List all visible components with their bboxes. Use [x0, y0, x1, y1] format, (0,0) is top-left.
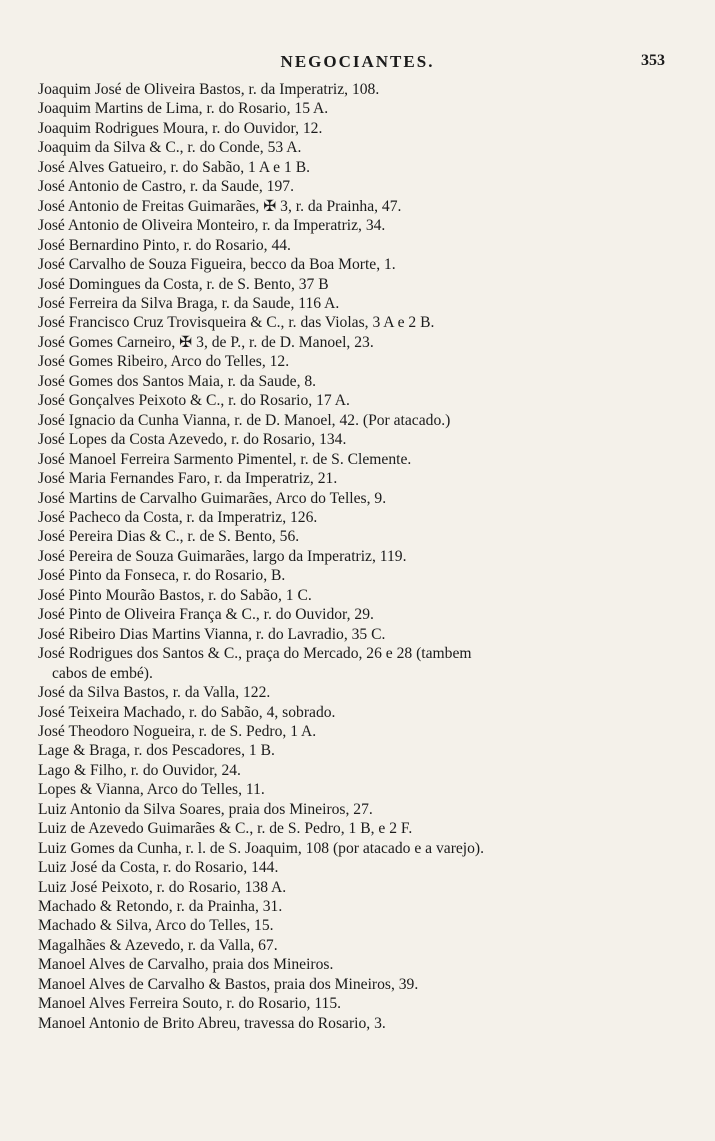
directory-entry — [38, 138, 688, 157]
entry-text: José Gonçalves Peixoto & C., r. do Rosario, 17 A. — [38, 392, 350, 410]
directory-entry — [38, 975, 688, 994]
entry-text: José Gomes dos Santos Maia, r. da Saude, 8. — [38, 372, 317, 390]
entry-text: José Ignacio da Cunha Vianna, r. de D. Manoel, 42. (Por atacado.) — [38, 411, 451, 429]
directory-entry — [38, 158, 688, 177]
directory-entry — [38, 955, 688, 974]
directory-entry — [38, 819, 688, 838]
directory-entry — [38, 878, 688, 897]
directory-entry — [38, 197, 688, 216]
directory-entry — [38, 119, 688, 138]
entry-text: Joaquim José de Oliveira Bastos, r. da Imperatriz, 108. — [38, 81, 380, 98]
entry-text: Lage & Braga, r. dos Pescadores, 1 B. — [38, 742, 275, 760]
entry-text: José Ferreira da Silva Braga, r. da Saude, 116 A. — [38, 294, 340, 312]
entry-text: José Pereira Dias & C., r. de S. Bento, 56. — [38, 528, 300, 546]
entry-text: José Francisco Cruz Trovisqueira & C., r. das Violas, 3 A e 2 B. — [38, 314, 435, 332]
page-title: NEGOCIANTES. — [280, 52, 435, 71]
directory-entry — [38, 605, 688, 624]
directory-entry — [38, 800, 688, 819]
entry-text: José Ribeiro Dias Martins Vianna, r. do Lavradio, 35 C. — [38, 625, 386, 643]
entry-text: Manoel Alves de Carvalho, praia dos Mineiros. — [38, 956, 334, 974]
directory-entry — [38, 236, 688, 255]
directory-entry — [38, 275, 688, 294]
entry-text: Machado & Silva, Arco do Telles, 15. — [38, 917, 274, 935]
entry-text: José Gomes Ribeiro, Arco do Telles, 12. — [38, 353, 290, 371]
entry-text: José Antonio de Freitas Guimarães, ✠ 3, r. da Prainha, 47. — [38, 197, 402, 215]
entry-text: José Antonio de Castro, r. da Saude, 197. — [38, 178, 294, 196]
entry-text: José Antonio de Oliveira Monteiro, r. da Imperatriz, 34. — [38, 217, 386, 235]
directory-entry — [38, 177, 688, 196]
directory-entry — [38, 450, 688, 469]
entry-text: José Domingues da Costa, r. de S. Bento, 37 B — [38, 275, 329, 293]
directory-entry — [38, 761, 688, 780]
entry-text: Luiz Gomes da Cunha, r. l. de S. Joaquim, 108 (por atacado e a varejo). — [38, 839, 485, 857]
entry-text: José Bernardino Pinto, r. do Rosario, 44. — [38, 236, 291, 254]
entry-text: José Rodrigues dos Santos & C., praça do Mercado, 26 e 28 (tambem — [38, 645, 472, 663]
directory-entry — [38, 508, 688, 527]
entry-text: José Pereira de Souza Guimarães, largo da Imperatriz, 119. — [38, 547, 407, 565]
directory-entry — [38, 527, 688, 546]
directory-entry — [38, 294, 688, 313]
directory-entry — [38, 897, 688, 916]
directory-entry — [38, 586, 688, 605]
entry-text: José Maria Fernandes Faro, r. da Imperatriz, 21. — [38, 470, 338, 488]
entry-text: José Teixeira Machado, r. do Sabão, 4, sobrado. — [38, 703, 336, 721]
entry-text: Luiz José da Costa, r. do Rosario, 144. — [38, 859, 279, 877]
directory-entry — [38, 333, 688, 352]
entry-text: Lago & Filho, r. do Ouvidor, 24. — [38, 761, 241, 779]
entry-text: José Alves Gatueiro, r. do Sabão, 1 A e 1 B. — [38, 158, 310, 176]
entry-text: José Gomes Carneiro, ✠ 3, de P., r. de D. Manoel, 23. — [38, 333, 374, 351]
entry-text: José Carvalho de Souza Figueira, becco da Boa Morte, 1. — [38, 256, 396, 274]
directory-entry — [38, 391, 688, 410]
page-header — [0, 52, 715, 76]
entry-text: Magalhães & Azevedo, r. da Valla, 67. — [38, 936, 278, 954]
directory-entry — [38, 936, 688, 955]
entry-text: José Manoel Ferreira Sarmento Pimentel, r. de S. Clemente. — [38, 450, 412, 468]
entry-text: José Pinto Mourão Bastos, r. do Sabão, 1 C. — [38, 586, 312, 604]
entry-text: José da Silva Bastos, r. da Valla, 122. — [38, 684, 271, 702]
directory-entry — [38, 1014, 688, 1033]
entry-continuation: cabos de embé). — [52, 664, 153, 682]
page-number: 353 — [641, 52, 665, 69]
entry-text: Joaquim da Silva & C., r. do Conde, 53 A. — [38, 139, 302, 157]
entry-text: José Pacheco da Costa, r. da Imperatriz, 126. — [38, 508, 318, 526]
entry-text: José Theodoro Nogueira, r. de S. Pedro, 1 A. — [38, 722, 317, 740]
directory-entry — [38, 352, 688, 371]
directory-entry — [38, 780, 688, 799]
directory-entry — [38, 625, 688, 644]
directory-entry — [38, 741, 688, 760]
entry-text: Joaquim Martins de Lima, r. do Rosario, 15 A. — [38, 100, 329, 118]
directory-entry — [38, 313, 688, 332]
directory-entry — [38, 411, 688, 430]
entry-text: Manoel Alves de Carvalho & Bastos, praia dos Mineiros, 39. — [38, 975, 419, 993]
directory-entry — [38, 255, 688, 274]
entry-text: José Pinto de Oliveira França & C., r. do Ouvidor, 29. — [38, 606, 374, 624]
directory-entry — [38, 99, 688, 118]
entry-text: Joaquim Rodrigues Moura, r. do Ouvidor, 12. — [38, 119, 323, 137]
entry-text: Luiz de Azevedo Guimarães & C., r. de S. Pedro, 1 B, e 2 F. — [38, 820, 413, 838]
entry-text: Manoel Antonio de Brito Abreu, travessa do Rosario, 3. — [38, 1014, 386, 1032]
entry-text: Lopes & Vianna, Arco do Telles, 11. — [38, 781, 265, 799]
directory-entry — [38, 839, 688, 858]
directory-entry — [38, 430, 688, 449]
directory-entry — [38, 372, 688, 391]
entry-text: Luiz José Peixoto, r. do Rosario, 138 A. — [38, 878, 287, 896]
directory-entry — [38, 722, 688, 741]
directory-entry — [38, 703, 688, 722]
directory-entry — [38, 683, 688, 702]
entry-text: José Pinto da Fonseca, r. do Rosario, B. — [38, 567, 286, 585]
directory-entry — [38, 994, 688, 1013]
directory-entry — [38, 80, 688, 99]
directory-entry — [38, 469, 688, 488]
entry-text: Manoel Alves Ferreira Souto, r. do Rosario, 115. — [38, 995, 342, 1013]
directory-entry — [38, 547, 688, 566]
entry-text: Luiz Antonio da Silva Soares, praia dos Mineiros, 27. — [38, 800, 373, 818]
directory-entry — [38, 858, 688, 877]
entry-text: José Lopes da Costa Azevedo, r. do Rosario, 134. — [38, 431, 347, 449]
directory-entry — [38, 216, 688, 235]
directory-entry — [38, 566, 688, 585]
directory-entry — [38, 916, 688, 935]
entry-text: José Martins de Carvalho Guimarães, Arco do Telles, 9. — [38, 489, 387, 507]
entry-text: Machado & Retondo, r. da Prainha, 31. — [38, 898, 283, 916]
merchant-directory-list — [38, 80, 688, 1033]
directory-entry — [38, 644, 688, 683]
directory-entry — [38, 489, 688, 508]
